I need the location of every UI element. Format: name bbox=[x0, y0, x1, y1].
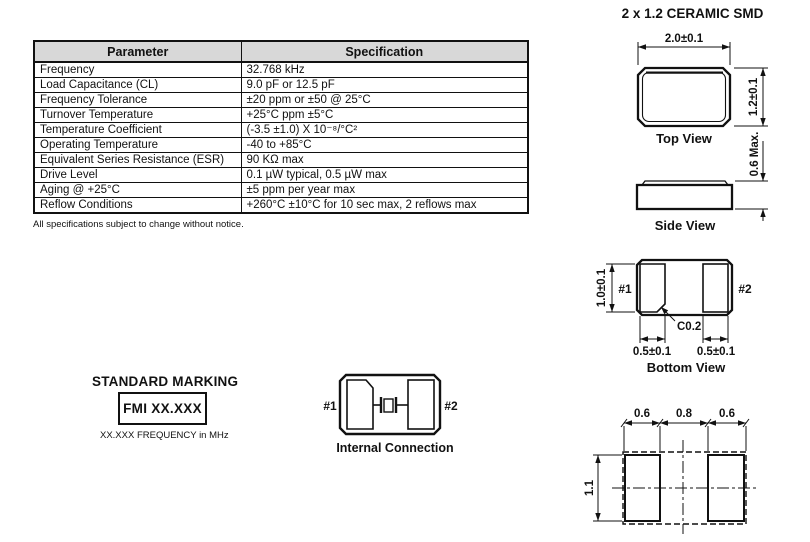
parameter-cell: Aging @ +25°C bbox=[34, 183, 241, 198]
top-height-dim-label: 1.2±0.1 bbox=[748, 77, 760, 117]
land-pad-height-dim-label: 1.1 bbox=[584, 480, 596, 496]
table-row bbox=[34, 138, 528, 153]
marking-box bbox=[118, 392, 207, 425]
pin1-label: #1 bbox=[323, 399, 337, 413]
land-pattern-drawing bbox=[584, 408, 757, 534]
top-view-width-dimension bbox=[638, 33, 730, 65]
bottom-view-pads bbox=[640, 264, 728, 312]
table-row bbox=[34, 93, 528, 108]
internal-connection-outline bbox=[340, 375, 440, 434]
bottom-pad-height-dim-label: 1.0±0.1 bbox=[596, 268, 608, 308]
standard-marking-heading: STANDARD MARKING bbox=[92, 374, 239, 389]
side-view-drawing bbox=[637, 132, 768, 233]
table-header-row bbox=[34, 41, 528, 62]
parameter-cell: Frequency bbox=[34, 62, 241, 78]
specification-cell: ±5 ppm per year max bbox=[241, 183, 528, 198]
internal-connection-caption: Internal Connection bbox=[336, 441, 454, 455]
marking-box-text: FMI XX.XXX bbox=[123, 401, 202, 416]
chamfer-callout bbox=[661, 307, 701, 333]
top-view-drawing bbox=[638, 33, 768, 146]
pad-2 bbox=[408, 380, 434, 429]
specification-cell: -40 to +85°C bbox=[241, 138, 528, 153]
pin2-label: #2 bbox=[738, 282, 752, 296]
side-view-height-dimension bbox=[735, 132, 768, 221]
internal-connection-diagram bbox=[315, 368, 475, 438]
table-row bbox=[34, 198, 528, 214]
side-view-label: Side View bbox=[654, 218, 716, 233]
land-pattern-width-dimensions bbox=[621, 408, 749, 451]
parameter-cell: Temperature Coefficient bbox=[34, 123, 241, 138]
package-drawings bbox=[575, 25, 810, 542]
top-view-package-outline bbox=[638, 68, 730, 126]
specification-cell: (-3.5 ±1.0) X 10⁻⁸/°C² bbox=[241, 123, 528, 138]
parameter-cell: Equivalent Series Resistance (ESR) bbox=[34, 153, 241, 168]
specification-cell: 9.0 pF or 12.5 pF bbox=[241, 78, 528, 93]
table-row bbox=[34, 62, 528, 78]
side-height-dim-label: 0.6 Max. bbox=[749, 131, 761, 177]
table-row bbox=[34, 168, 528, 183]
table-row bbox=[34, 108, 528, 123]
specification-table bbox=[33, 40, 529, 214]
specification-cell: 90 KΩ max bbox=[241, 153, 528, 168]
specification-cell: +260°C ±10°C for 10 sec max, 2 reflows max bbox=[241, 198, 528, 214]
parameter-cell: Reflow Conditions bbox=[34, 198, 241, 214]
land-pad-width-left-label: 0.6 bbox=[634, 408, 650, 420]
pad-1 bbox=[347, 380, 373, 429]
bottom-pad-width-right-label: 0.5±0.1 bbox=[696, 346, 736, 358]
bottom-view-label: Bottom View bbox=[646, 360, 726, 375]
specification-cell: ±20 ppm or ±50 @ 25°C bbox=[241, 93, 528, 108]
pin2-label: #2 bbox=[444, 399, 458, 413]
parameter-cell: Frequency Tolerance bbox=[34, 93, 241, 108]
land-pad-width-right-label: 0.6 bbox=[719, 408, 735, 420]
top-width-dim-label: 2.0±0.1 bbox=[664, 33, 704, 45]
table-row bbox=[34, 78, 528, 93]
bottom-pad-width-left-label: 0.5±0.1 bbox=[632, 346, 672, 358]
parameter-cell: Turnover Temperature bbox=[34, 108, 241, 123]
specification-cell: +25°C ppm ±5°C bbox=[241, 108, 528, 123]
pad-1 bbox=[640, 264, 665, 312]
side-view-package-outline bbox=[637, 181, 732, 209]
table-row bbox=[34, 153, 528, 168]
parameter-cell: Drive Level bbox=[34, 168, 241, 183]
table-row bbox=[34, 183, 528, 198]
pad-2 bbox=[703, 264, 728, 312]
bottom-view-drawing bbox=[596, 260, 752, 375]
internal-connection-pads bbox=[347, 380, 434, 429]
crystal-symbol bbox=[373, 397, 408, 413]
parameter-cell: Load Capacitance (CL) bbox=[34, 78, 241, 93]
package-title: 2 x 1.2 CERAMIC SMD bbox=[621, 6, 764, 21]
specification-cell: 0.1 µW typical, 0.5 µW max bbox=[241, 168, 528, 183]
column-header-parameter: Parameter bbox=[34, 41, 241, 62]
marking-caption: XX.XXX FREQUENCY in MHz bbox=[100, 430, 229, 441]
chamfer-dim-label: C0.2 bbox=[677, 321, 702, 333]
top-view-height-dimension bbox=[734, 68, 768, 126]
column-header-specification: Specification bbox=[241, 41, 528, 62]
footnote: All specifications subject to change without notice. bbox=[33, 219, 244, 230]
pin1-label: #1 bbox=[618, 282, 632, 296]
land-gap-dim-label: 0.8 bbox=[676, 408, 692, 420]
top-view-label: Top View bbox=[656, 131, 712, 146]
bottom-view-package-outline bbox=[637, 260, 732, 315]
table-row bbox=[34, 123, 528, 138]
specification-cell: 32.768 kHz bbox=[241, 62, 528, 78]
parameter-cell: Operating Temperature bbox=[34, 138, 241, 153]
